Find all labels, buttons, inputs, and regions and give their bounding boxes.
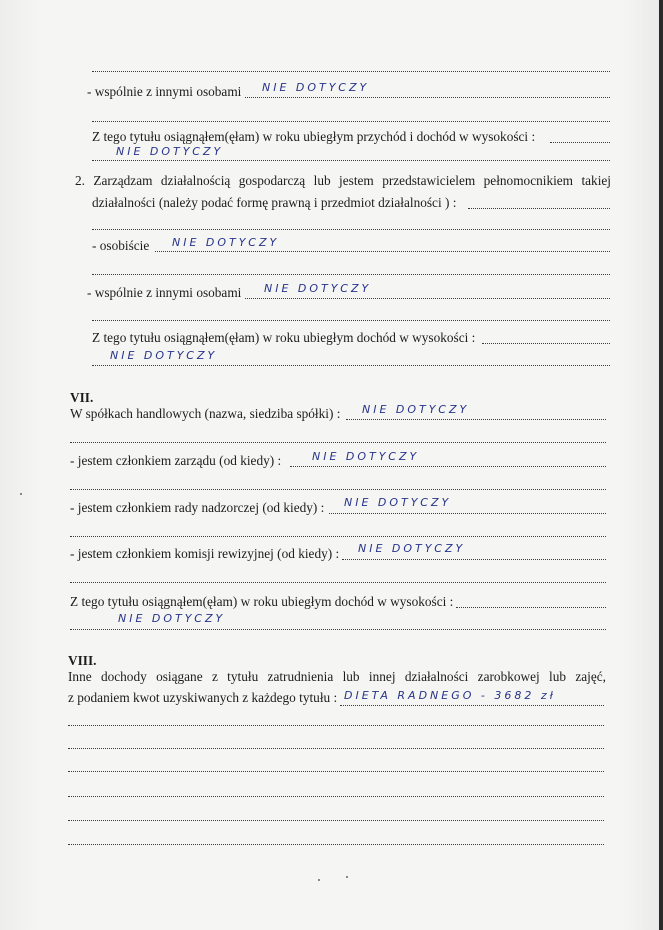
fill-line — [68, 820, 604, 821]
fill-line — [70, 489, 606, 490]
fill-line — [92, 365, 610, 366]
handwritten-answer: NIE DOTYCZY — [110, 349, 218, 362]
handwritten-answer: NIE DOTYCZY — [118, 612, 226, 625]
fill-line — [68, 725, 604, 726]
fill-line — [68, 796, 604, 797]
fill-line — [70, 629, 606, 630]
fill-line — [340, 705, 604, 706]
income-label: Z tego tytułu osiągnąłem(ęłam) w roku ubiegłym dochód w wysokości : — [70, 594, 454, 609]
komisja-label: - jestem członkiem komisji rewizyjnej (od kiedy) : — [70, 546, 340, 561]
fill-line — [155, 251, 610, 252]
section-viii-heading: VIII. — [68, 653, 97, 668]
fill-line — [68, 748, 604, 749]
fill-line — [290, 466, 606, 467]
handwritten-answer: NIE DOTYCZY — [262, 81, 370, 94]
wspolnie-label: - wspólnie z innymi osobami — [87, 84, 242, 99]
fill-line — [70, 536, 606, 537]
scan-speck — [346, 876, 348, 878]
fill-line — [342, 559, 606, 560]
fill-line — [68, 771, 604, 772]
fill-line — [245, 97, 610, 98]
fill-line — [468, 208, 610, 209]
income-label: Z tego tytułu osiągnąłem(ęłam) w roku ubiegłym przychód i dochód w wysokości : — [92, 129, 536, 144]
fill-line — [92, 71, 610, 72]
handwritten-answer: NIE DOTYCZY — [172, 236, 280, 249]
fill-line — [70, 442, 606, 443]
fill-line — [92, 229, 610, 230]
fill-line — [70, 582, 606, 583]
scan-edge — [659, 0, 663, 930]
fill-line — [92, 274, 610, 275]
fill-line — [92, 160, 610, 161]
item2-text-cont: działalności (należy podać formę prawną i przedmiot działalności ) : — [92, 195, 457, 210]
scan-speck — [318, 879, 320, 881]
handwritten-answer: NIE DOTYCZY — [362, 403, 470, 416]
fill-line — [550, 142, 610, 143]
handwritten-answer: NIE DOTYCZY — [312, 450, 420, 463]
fill-line — [92, 320, 610, 321]
fill-line — [346, 419, 606, 420]
handwritten-answer: DIETA RADNEGO - 3682 zł — [344, 689, 556, 702]
spolki-label: W spółkach handlowych (nazwa, siedziba spółki) : — [70, 406, 341, 421]
handwritten-answer: NIE DOTYCZY — [264, 282, 372, 295]
viii-text-cont: z podaniem kwot uzyskiwanych z każdego tytułu : — [68, 690, 338, 705]
fill-line — [245, 298, 610, 299]
item2-text: 2. Zarządzam działalnością gospodarczą lub jestem przedstawicielem pełnomocnikiem takiej — [75, 173, 611, 188]
rada-label: - jestem członkiem rady nadzorczej (od kiedy) : — [70, 500, 325, 515]
handwritten-answer: NIE DOTYCZY — [358, 542, 466, 555]
fill-line — [68, 844, 604, 845]
osobiscie-label: - osobiście — [92, 238, 150, 253]
fill-line — [456, 607, 606, 608]
fill-line — [482, 343, 610, 344]
income2-label: Z tego tytułu osiągnąłem(ęłam) w roku ubiegłym dochód w wysokości : — [92, 330, 476, 345]
fill-line — [329, 513, 606, 514]
zarzad-label: - jestem członkiem zarządu (od kiedy) : — [70, 453, 282, 468]
fill-line — [92, 121, 610, 122]
handwritten-answer: NIE DOTYCZY — [344, 496, 452, 509]
section-vii-heading: VII. — [70, 390, 94, 405]
handwritten-answer: NIE DOTYCZY — [116, 145, 224, 158]
viii-text: Inne dochody osiągane z tytułu zatrudnienia lub innej działalności zarobkowej lub zajęć, — [68, 669, 606, 684]
scan-speck — [20, 493, 22, 495]
wspolnie2-label: - wspólnie z innymi osobami — [87, 285, 242, 300]
